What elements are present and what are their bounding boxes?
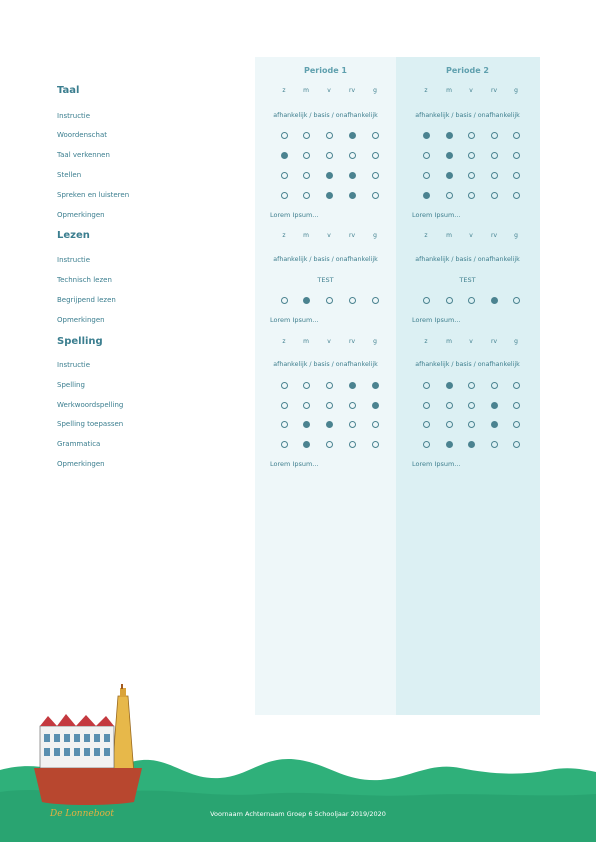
comment-p2-lezen: Lorem Ipsum... [412,316,461,324]
row-label-lezen-3: Opmerkingen [57,316,105,324]
rating-dot-p1 [303,132,310,139]
row-label-spelling-4: Grammatica [57,440,101,448]
rating-dot-p1 [281,152,288,159]
rating-dot-p2 [468,172,475,179]
section-title-spelling: Spelling [57,336,103,347]
scale-header-p1-3: rv [348,232,356,239]
row-label-lezen-1: Technisch lezen [57,276,112,284]
rating-dot-p2 [446,421,453,428]
rating-dot-p2 [423,402,430,409]
scale-header-p2-0: z [424,87,428,94]
rating-dot-p2 [423,382,430,389]
instruction-p2-spelling: afhankelijk / basis / onafhankelijk [415,361,520,368]
rating-dot-p2 [491,132,498,139]
comment-p1-spelling: Lorem Ipsum... [270,460,319,468]
rating-dot-p2 [423,132,430,139]
rating-dot-p2 [446,382,453,389]
scale-header-p2-4: g [514,87,518,94]
footer: Voornaam Achternaam Groep 6 Schooljaar 2019/2020 [210,810,386,818]
rating-dot-p2 [468,382,475,389]
rating-dot-p1 [281,382,288,389]
rating-dot-p2 [491,172,498,179]
rating-dot-p2 [423,192,430,199]
rating-dot-p2 [513,132,520,139]
rating-dot-p2 [491,192,498,199]
rating-dot-p2 [491,382,498,389]
rating-dot-p2 [446,172,453,179]
rating-dot-p1 [349,172,356,179]
rating-dot-p2 [513,421,520,428]
rating-dot-p1 [372,382,379,389]
row-label-taal-5: Opmerkingen [57,211,105,219]
rating-dot-p2 [491,441,498,448]
scale-header-p1-4: g [373,338,377,345]
rating-dot-p1 [349,152,356,159]
rating-dot-p2 [468,441,475,448]
rating-dot-p2 [513,441,520,448]
rating-dot-p2 [423,297,430,304]
rating-dot-p2 [446,192,453,199]
rating-dot-p1 [349,382,356,389]
row-label-taal-1: Woordenschat [57,131,107,139]
rating-dot-p1 [281,402,288,409]
rating-dot-p2 [446,152,453,159]
rating-dot-p1 [372,297,379,304]
row-label-taal-3: Stellen [57,171,82,179]
rating-dot-p1 [303,421,310,428]
rating-dot-p2 [446,132,453,139]
row-label-taal-0: Instructie [57,112,91,120]
comment-p1-lezen: Lorem Ipsum... [270,316,319,324]
rating-dot-p1 [372,172,379,179]
comment-p1-taal: Lorem Ipsum... [270,211,319,219]
value-p1-lezen-1: TEST [317,276,334,284]
instruction-p2-lezen: afhankelijk / basis / onafhankelijk [415,256,520,263]
scale-header-p1-2: v [327,232,331,239]
scale-header-p2-1: m [446,87,452,94]
rating-dot-p2 [513,172,520,179]
instruction-p1-lezen: afhankelijk / basis / onafhankelijk [273,256,378,263]
rating-dot-p2 [513,402,520,409]
rating-dot-p2 [446,441,453,448]
value-p2-lezen-1: TEST [459,276,476,284]
rating-dot-p1 [326,441,333,448]
rating-dot-p1 [372,152,379,159]
rating-dot-p1 [326,192,333,199]
rating-dot-p2 [513,297,520,304]
rating-dot-p1 [281,297,288,304]
rating-dot-p2 [468,152,475,159]
row-label-spelling-1: Spelling [57,381,85,389]
instruction-p2-taal: afhankelijk / basis / onafhankelijk [415,112,520,119]
rating-dot-p2 [491,402,498,409]
rating-dot-p1 [303,297,310,304]
comment-p2-taal: Lorem Ipsum... [412,211,461,219]
scale-header-p1-2: v [327,338,331,345]
rating-dot-p1 [349,441,356,448]
rating-dot-p1 [326,172,333,179]
scale-header-p2-2: v [469,338,473,345]
rating-dot-p1 [303,172,310,179]
scale-header-p1-4: g [373,87,377,94]
row-label-spelling-5: Opmerkingen [57,460,105,468]
row-label-lezen-0: Instructie [57,256,91,264]
row-label-taal-4: Spreken en luisteren [57,191,130,199]
rating-dot-p2 [468,132,475,139]
period-2-title: Periode 2 [446,66,489,75]
rating-dot-p1 [326,382,333,389]
rating-dot-p1 [303,152,310,159]
rating-dot-p2 [446,402,453,409]
rating-dot-p2 [513,152,520,159]
scale-header-p2-2: v [469,87,473,94]
rating-dot-p1 [281,192,288,199]
scale-header-p2-3: rv [490,232,498,239]
row-label-taal-2: Taal verkennen [57,151,110,159]
scale-header-p2-3: rv [490,87,498,94]
rating-dot-p1 [372,441,379,448]
rating-dot-p2 [468,402,475,409]
scale-header-p2-4: g [514,338,518,345]
scale-header-p1-2: v [327,87,331,94]
row-label-lezen-2: Begrijpend lezen [57,296,116,304]
rating-dot-p2 [446,297,453,304]
rating-dot-p1 [372,421,379,428]
scale-header-p2-4: g [514,232,518,239]
scale-header-p1-4: g [373,232,377,239]
rating-dot-p1 [349,192,356,199]
rating-dot-p2 [491,421,498,428]
rating-dot-p1 [281,421,288,428]
rating-dot-p1 [372,132,379,139]
rating-dot-p1 [303,382,310,389]
scale-header-p1-3: rv [348,338,356,345]
section-title-lezen: Lezen [57,230,90,241]
scale-header-p2-2: v [469,232,473,239]
scale-header-p1-1: m [303,338,309,345]
rating-dot-p1 [281,441,288,448]
rating-dot-p1 [372,192,379,199]
rating-dot-p1 [349,402,356,409]
rating-dot-p1 [349,132,356,139]
rating-dot-p2 [513,192,520,199]
rating-dot-p2 [423,441,430,448]
rating-dot-p1 [303,192,310,199]
rating-dot-p1 [303,441,310,448]
row-label-spelling-0: Instructie [57,361,91,369]
rating-dot-p2 [468,192,475,199]
rating-dot-p1 [326,297,333,304]
scale-header-p2-3: rv [490,338,498,345]
rating-dot-p1 [326,132,333,139]
rating-dot-p1 [326,402,333,409]
rating-dot-p2 [423,172,430,179]
row-label-spelling-3: Spelling toepassen [57,420,124,428]
scale-header-p1-0: z [282,87,286,94]
scale-header-p2-1: m [446,338,452,345]
boat-logo [30,684,150,824]
scale-header-p2-0: z [424,232,428,239]
rating-dot-p1 [326,152,333,159]
rating-dot-p1 [349,421,356,428]
period-1-title: Periode 1 [304,66,347,75]
rating-dot-p1 [281,172,288,179]
rating-dot-p2 [491,297,498,304]
row-label-spelling-2: Werkwoordspelling [57,401,124,409]
scale-header-p1-0: z [282,232,286,239]
rating-dot-p2 [423,421,430,428]
rating-dot-p1 [303,402,310,409]
instruction-p1-taal: afhankelijk / basis / onafhankelijk [273,112,378,119]
scale-header-p1-3: rv [348,87,356,94]
rating-dot-p1 [281,132,288,139]
rating-dot-p1 [349,297,356,304]
scale-header-p1-0: z [282,338,286,345]
section-title-taal: Taal [57,85,80,96]
rating-dot-p2 [468,421,475,428]
rating-dot-p1 [326,421,333,428]
rating-dot-p1 [372,402,379,409]
rating-dot-p2 [423,152,430,159]
scale-header-p2-0: z [424,338,428,345]
instruction-p1-spelling: afhankelijk / basis / onafhankelijk [273,361,378,368]
scale-header-p1-1: m [303,87,309,94]
rating-dot-p2 [468,297,475,304]
scale-header-p1-1: m [303,232,309,239]
rating-dot-p2 [491,152,498,159]
school-name: De Lonneboot [50,809,114,819]
rating-dot-p2 [513,382,520,389]
comment-p2-spelling: Lorem Ipsum... [412,460,461,468]
scale-header-p2-1: m [446,232,452,239]
